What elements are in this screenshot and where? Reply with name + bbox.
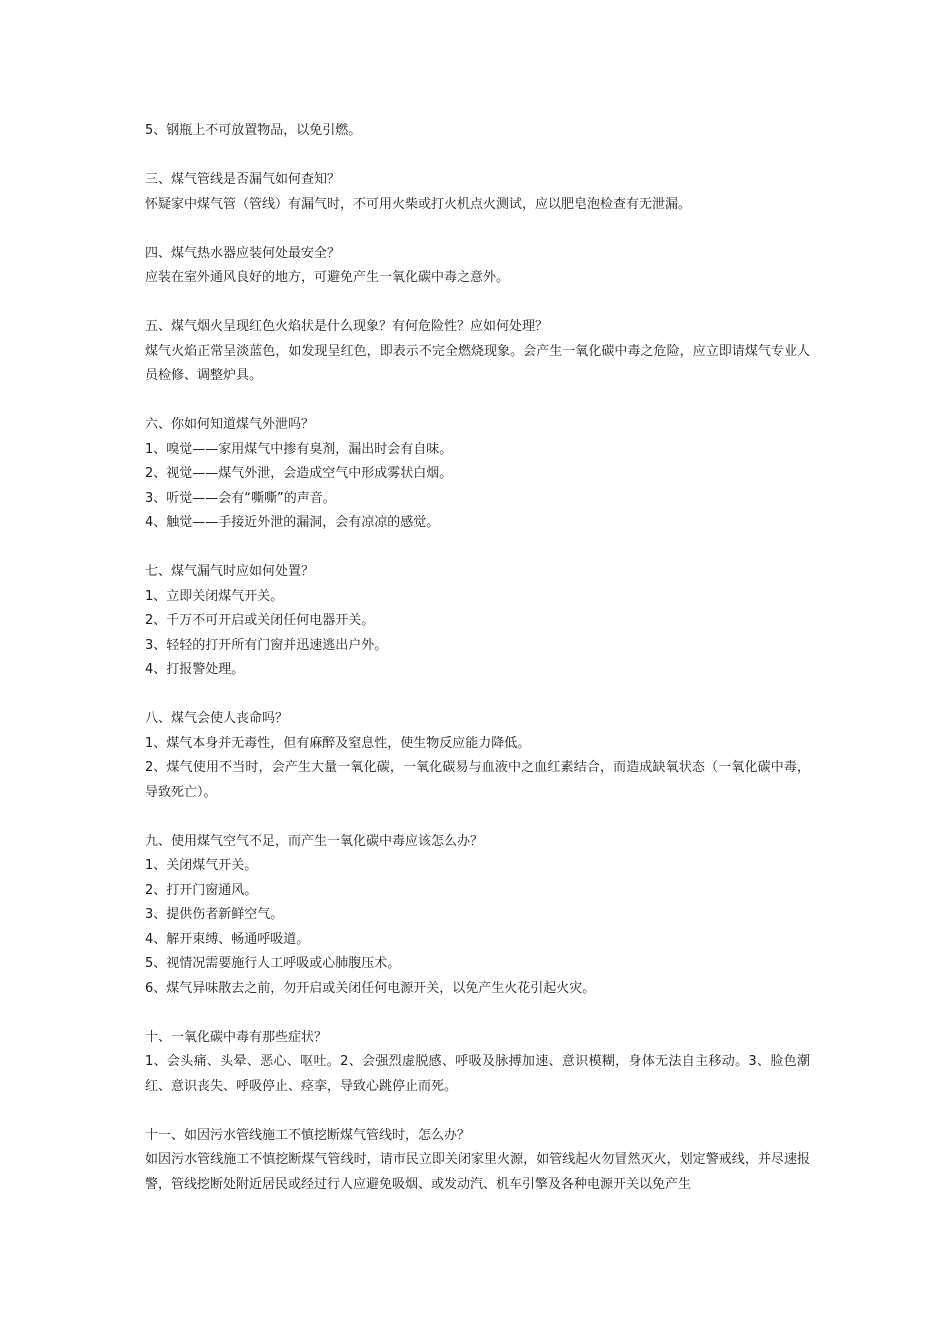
section-heading: 三、煤气管线是否漏气如何查知？ — [145, 172, 341, 187]
section-8 — [145, 707, 810, 805]
section-7 — [145, 560, 810, 683]
section-line: 2、打开门窗通风。 — [145, 882, 258, 898]
section-line: 1、立即关闭煤气开关。 — [145, 588, 284, 604]
section-line: 煤气火焰正常呈淡蓝色，如发现呈红色，即表示不完全燃烧现象。会产生一氧化碳中毒之危险，应立即请煤气专业人员检修、调整炉具。 — [145, 343, 810, 383]
section-line: 应装在室外通风良好的地方，可避免产生一氧化碳中毒之意外。 — [145, 270, 510, 285]
section-4 — [145, 242, 810, 291]
section-5 — [145, 315, 810, 389]
section-line: 如因污水管线施工不慎挖断煤气管线时，请市民立即关闭家里火源，如管线起火勿冒然灭火，划定警戒线，并尽速报警，管线挖断处附近居民或经过行人应避免吸烟、或发动汽、机车引擎及各种电源开关以免产生 — [145, 1152, 810, 1192]
section-line: 1、嗅觉——家用煤气中掺有臭剂，漏出时会有自味。 — [145, 441, 453, 457]
section-line: 4、触觉——手接近外泄的漏洞，会有凉凉的感觉。 — [145, 515, 440, 530]
section-9 — [145, 830, 810, 1002]
section-6 — [145, 413, 810, 536]
section-line: 2、煤气使用不当时，会产生大量一氧化碳，一氧化碳易与血液中之血红素结合，而造成缺氧状态（一氧化碳中毒，导致死亡）。 — [145, 760, 810, 800]
section-heading: 四、煤气热水器应装何处最安全？ — [145, 245, 341, 261]
section-11 — [145, 1124, 810, 1198]
section-heading: 八、煤气会使人丧命吗？ — [145, 711, 289, 726]
document-body — [145, 119, 810, 1197]
section-line: 4、解开束缚、畅通呼吸道。 — [145, 931, 310, 947]
section-line: 6、煤气异味散去之前，勿开启或关闭任何电源开关，以免产生火花引起火灾。 — [145, 980, 596, 996]
section-heading: 五、煤气烟火呈现红色火焰状是什么现象？有何危险性？应如何处理？ — [145, 319, 549, 334]
section-line: 3、听觉——会有“嘶嘶”的声音。 — [145, 490, 336, 506]
section-line: 1、关闭煤气开关。 — [145, 858, 258, 873]
section-line: 5、视情况需要施行人工呼吸或心肺腹压术。 — [145, 956, 401, 971]
intro-block — [145, 119, 810, 144]
section-heading: 六、你如何知道煤气外泄吗？ — [145, 417, 315, 432]
section-line: 3、轻轻的打开所有门窗并迅速逃出户外。 — [145, 637, 388, 653]
section-line: 3、提供伤者新鲜空气。 — [145, 907, 284, 922]
section-heading: 九、使用煤气空气不足，而产生一氧化碳中毒应该怎么办？ — [145, 833, 484, 849]
section-heading: 十一、如因污水管线施工不慎挖断煤气管线时，怎么办？ — [145, 1127, 471, 1143]
section-heading: 十、一氧化碳中毒有那些症状？ — [145, 1029, 328, 1045]
section-3 — [145, 168, 810, 217]
section-line: 4、打报警处理。 — [145, 662, 245, 677]
section-line: 1、会头痛、头晕、恶心、呕吐。2、会强烈虚脱感、呼吸及脉搏加速、意识模糊，身体无法自主移动。3、脸色潮红、意识丧失、呼吸停止、痉挛，导致心跳停止而死。 — [145, 1054, 810, 1094]
intro-line: 5、钢瓶上不可放置物品，以免引燃。 — [145, 123, 362, 138]
section-line: 2、千万不可开启或关闭任何电器开关。 — [145, 613, 375, 628]
section-line: 2、视觉——煤气外泄，会造成空气中形成雾状白烟。 — [145, 466, 453, 481]
section-heading: 七、煤气漏气时应如何处置？ — [145, 564, 315, 579]
section-line: 怀疑家中煤气管（管线）有漏气时，不可用火柴或打火机点火测试，应以肥皂泡检查有无泄漏。 — [145, 196, 692, 212]
section-10 — [145, 1026, 810, 1100]
section-line: 1、煤气本身并无毒性，但有麻醉及窒息性，使生物反应能力降低。 — [145, 735, 531, 751]
